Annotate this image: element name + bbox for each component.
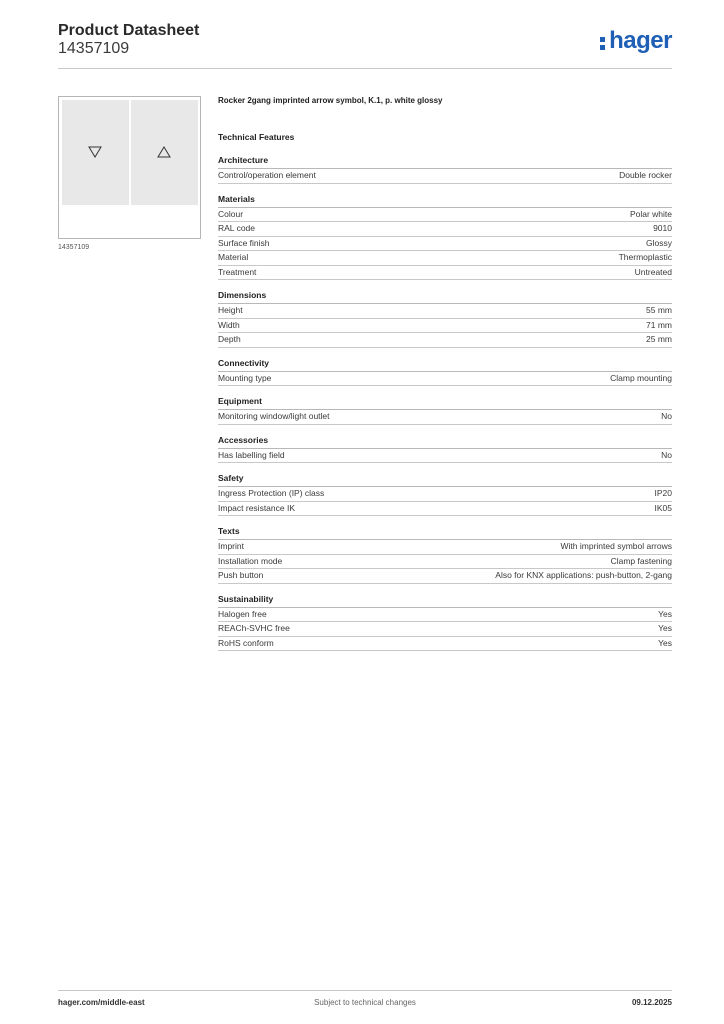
feature-section [218, 290, 672, 348]
feature-value: Thermoplastic [618, 252, 672, 262]
document-title: Product Datasheet [58, 22, 200, 39]
feature-section [218, 358, 672, 387]
feature-row [218, 487, 672, 502]
section-title: Materials [218, 194, 672, 208]
feature-label: Imprint [218, 541, 244, 551]
feature-row [218, 237, 672, 252]
feature-value: Yes [658, 637, 672, 648]
feature-label: Surface finish [218, 237, 270, 248]
feature-section [218, 594, 672, 652]
feature-section [218, 396, 672, 425]
feature-value: Also for KNX applications: push-button, 2-gang [495, 570, 672, 580]
page-header [58, 22, 672, 66]
feature-value: No [661, 449, 672, 460]
feature-label: Ingress Protection (IP) class [218, 488, 325, 498]
feature-section [218, 473, 672, 516]
feature-row [218, 622, 672, 637]
feature-row [218, 372, 672, 387]
footer-divider [58, 990, 672, 991]
section-title: Texts [218, 526, 672, 540]
product-image [58, 96, 201, 239]
feature-value: 55 mm [646, 305, 672, 315]
feature-value: Clamp fastening [610, 555, 672, 566]
feature-row [218, 266, 672, 281]
header-divider [58, 68, 672, 69]
rocker-right [131, 100, 198, 205]
feature-label: Impact resistance IK [218, 502, 296, 513]
section-title: Architecture [218, 155, 672, 169]
section-title: Sustainability [218, 594, 672, 608]
feature-row [218, 410, 672, 425]
feature-value: With imprinted symbol arrows [560, 541, 672, 551]
feature-value: Untreated [634, 266, 672, 277]
feature-value: IK05 [654, 502, 672, 513]
feature-row [218, 608, 672, 623]
feature-row [218, 169, 672, 184]
feature-label: RAL code [218, 223, 256, 233]
section-title: Accessories [218, 435, 672, 449]
page-footer [58, 998, 672, 1010]
rocker-left [62, 100, 129, 205]
logo-text: hager [609, 27, 672, 54]
feature-row [218, 555, 672, 570]
section-title: Dimensions [218, 290, 672, 304]
feature-section [218, 194, 672, 281]
product-name: Rocker 2gang imprinted arrow symbol, K.1, p. white glossy [218, 96, 443, 105]
image-caption: 14357109 [58, 244, 90, 251]
feature-row [218, 540, 672, 555]
section-title: Connectivity [218, 358, 672, 372]
feature-label: Monitoring window/light outlet [218, 411, 330, 421]
feature-label: Material [218, 252, 249, 262]
feature-section [218, 435, 672, 464]
feature-label: Control/operation element [218, 170, 316, 180]
feature-row [218, 637, 672, 652]
feature-label: Halogen free [218, 608, 267, 619]
feature-value: 71 mm [646, 319, 672, 330]
feature-row [218, 208, 672, 223]
feature-label: Has labelling field [218, 449, 285, 460]
feature-section [218, 155, 672, 184]
feature-label: Mounting type [218, 372, 272, 383]
feature-row [218, 251, 672, 266]
feature-value: Clamp mounting [610, 372, 672, 383]
logo-colon-icon [599, 31, 607, 51]
triangle-down-icon [88, 146, 102, 158]
feature-value: 25 mm [646, 334, 672, 344]
feature-sections [218, 155, 672, 651]
feature-value: Yes [658, 608, 672, 619]
feature-value: Glossy [646, 237, 672, 248]
section-title: Safety [218, 473, 672, 487]
feature-row [218, 569, 672, 584]
technical-features-title: Technical Features [218, 132, 295, 142]
feature-label: Installation mode [218, 555, 283, 566]
feature-label: Colour [218, 208, 244, 219]
footer-date: 09.12.2025 [631, 998, 672, 1007]
feature-label: Depth [218, 334, 241, 344]
feature-section [218, 526, 672, 584]
feature-row [218, 333, 672, 348]
feature-label: Treatment [218, 266, 257, 277]
document-number: 14357109 [58, 40, 130, 57]
footer-notice: Subject to technical changes [314, 998, 416, 1007]
hager-logo [599, 26, 672, 56]
feature-row [218, 449, 672, 464]
feature-row [218, 222, 672, 237]
main-content [218, 96, 672, 661]
feature-value: Double rocker [619, 170, 672, 180]
feature-row [218, 304, 672, 319]
feature-value: Polar white [629, 208, 672, 219]
feature-label: Push button [218, 570, 264, 580]
section-title: Equipment [218, 396, 672, 410]
feature-row [218, 502, 672, 517]
feature-value: 9010 [653, 223, 672, 233]
feature-row [218, 319, 672, 334]
feature-label: RoHS conform [218, 637, 274, 648]
footer-website-link[interactable]: hager.com/middle-east [58, 998, 145, 1007]
feature-value: IP20 [654, 488, 672, 498]
feature-label: REACh-SVHC free [218, 623, 290, 633]
feature-label: Height [218, 305, 243, 315]
feature-value: Yes [658, 623, 672, 633]
feature-value: No [661, 411, 672, 421]
triangle-up-icon [157, 146, 171, 158]
feature-label: Width [218, 319, 240, 330]
